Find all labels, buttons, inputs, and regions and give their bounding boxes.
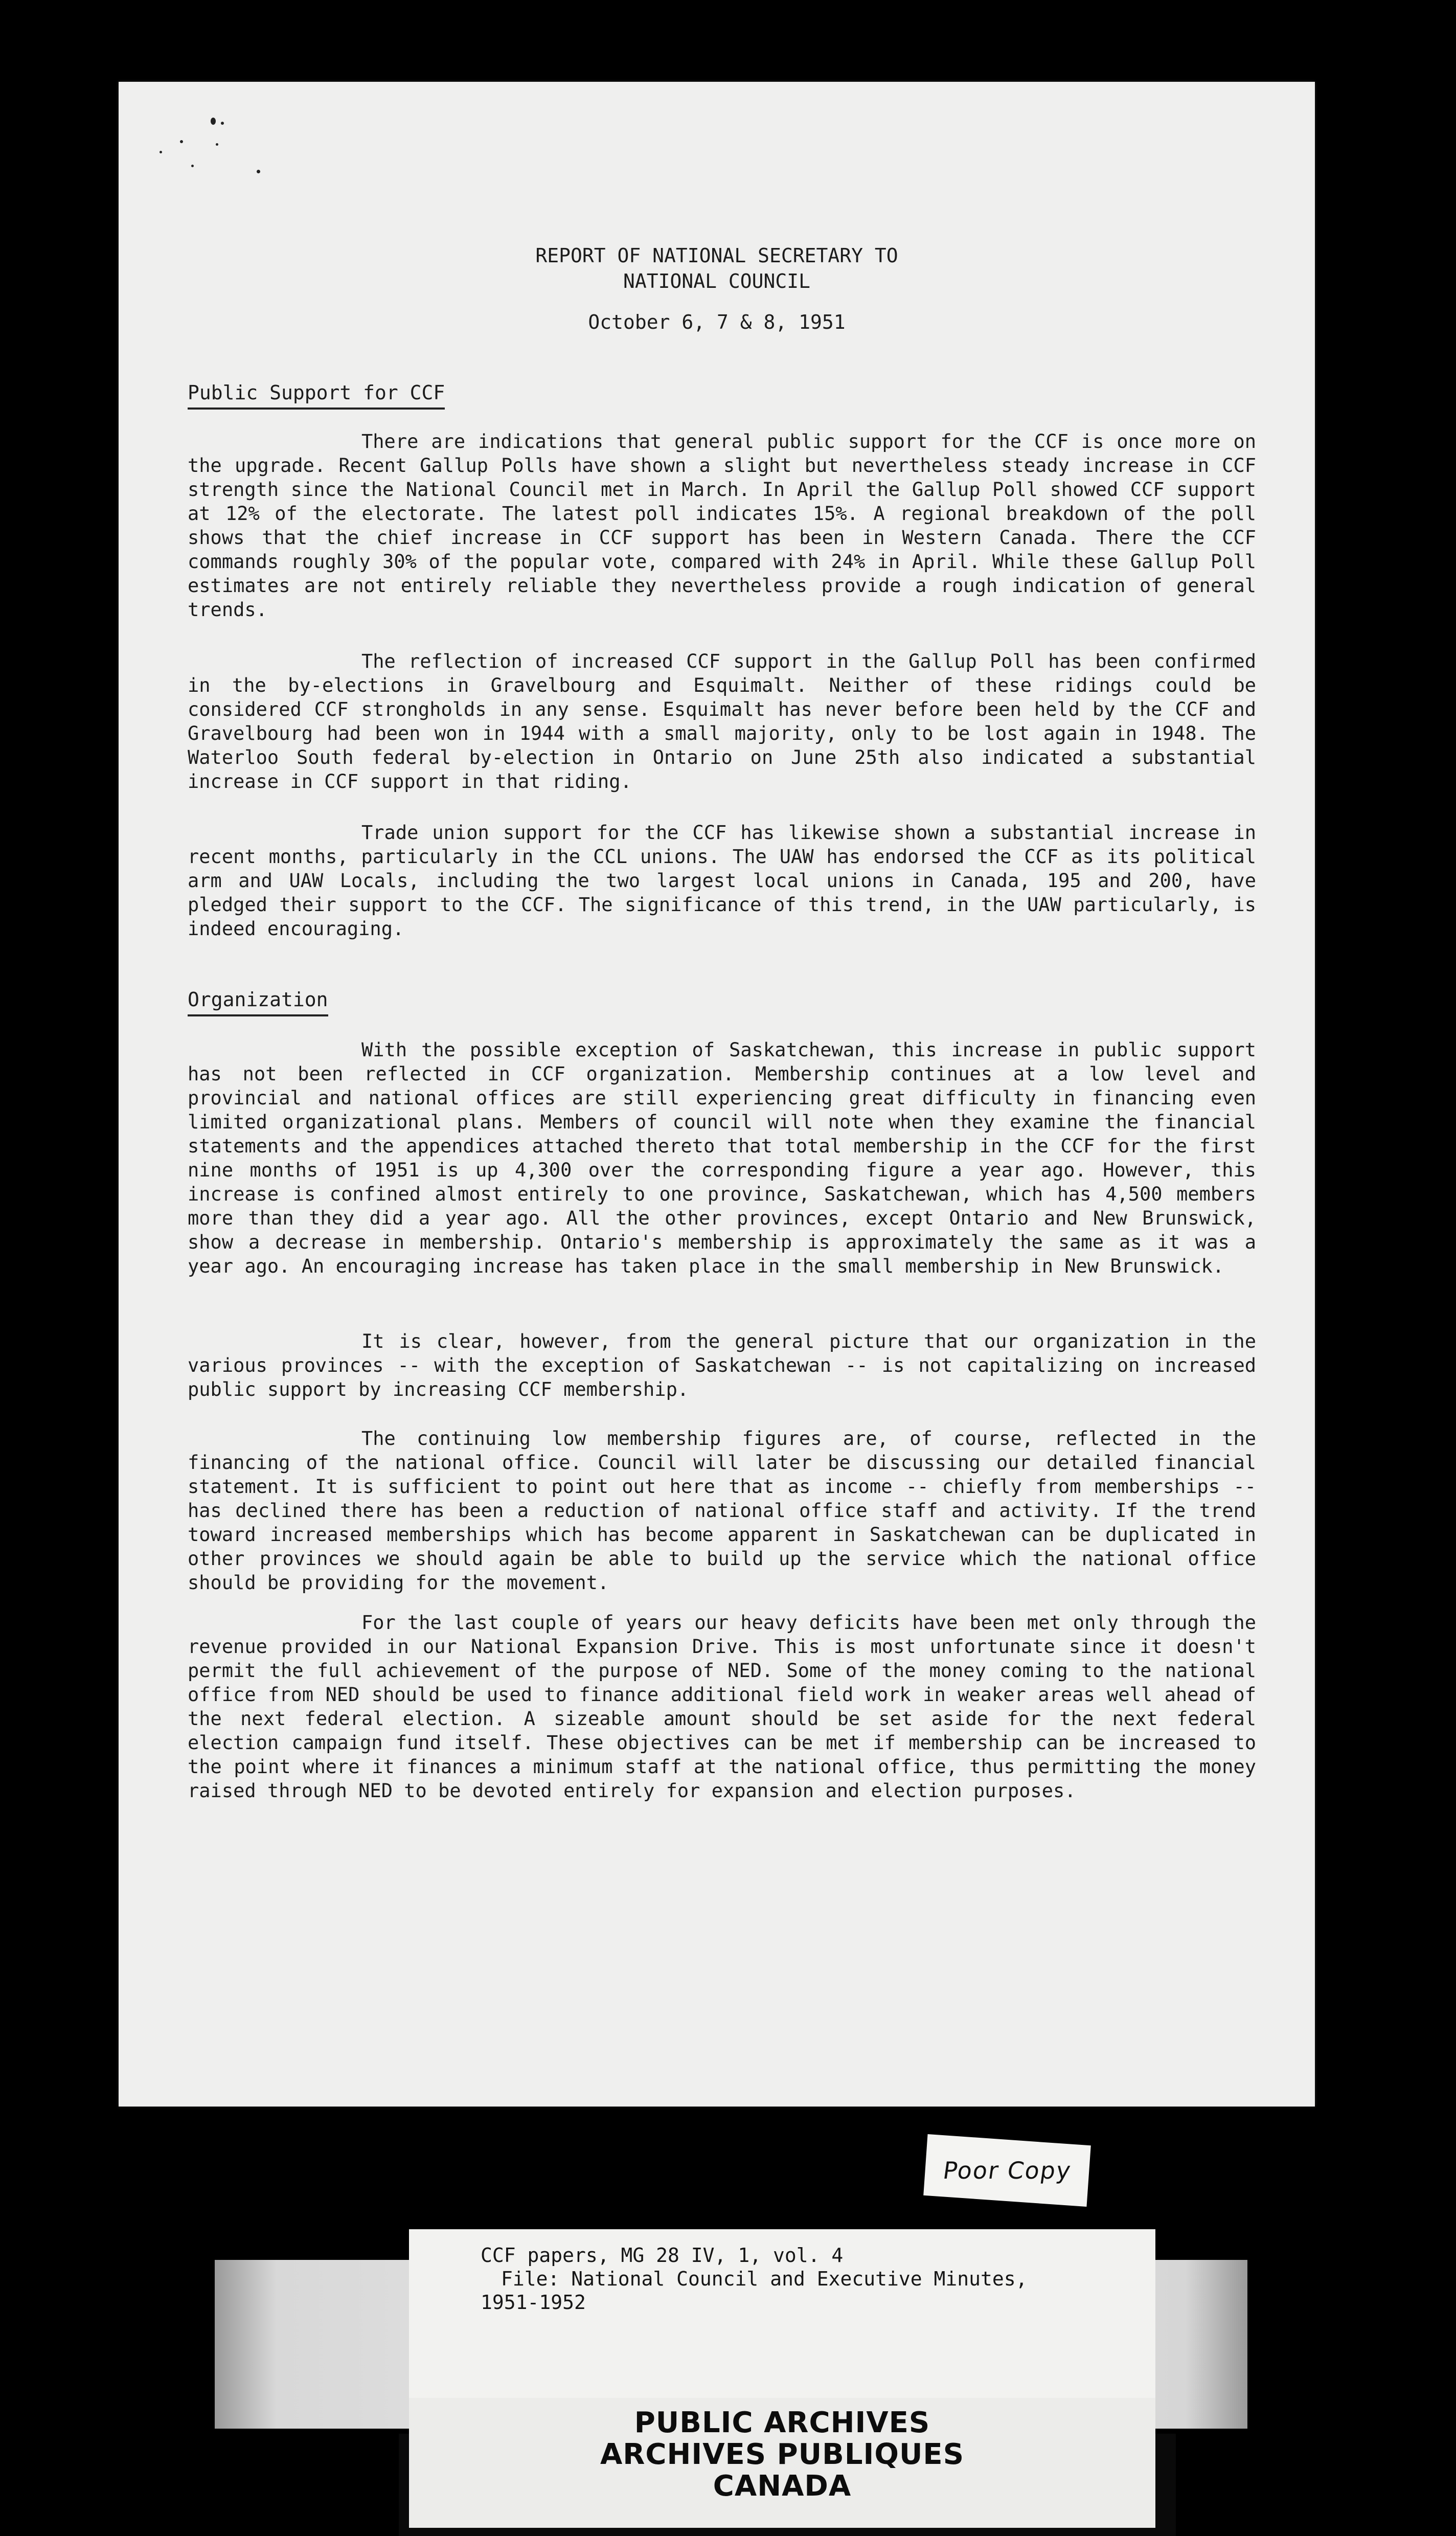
document-page xyxy=(119,82,1315,2107)
report-title-line2: NATIONAL COUNCIL xyxy=(623,270,811,292)
archive-file-label xyxy=(409,2229,1155,2398)
archives-name-fr: ARCHIVES PUBLIQUES xyxy=(600,2438,965,2471)
report-title-line1: REPORT OF NATIONAL SECRETARY TO xyxy=(535,244,898,267)
archives-country: CANADA xyxy=(713,2470,852,2503)
paragraph: With the possible exception of Saskatchewan, this increase in public support has not been reflected in CCF organization. Membership continues at a low level and provincial and national offices are still experiencing great difficulty in financing even limited organizational plans. Members of council will note when they examine the financial statements and the appendices attached thereto that total membership in the CCF for the first nine months of 1951 is up 4,300 over the corresponding figure a year ago. However, this increase is confined almost entirely to one province, Saskatchewan, which has 4,500 members more than they did a year ago. All the other provinces, except Ontario and New Brunswick, show a decrease in membership. Ontario's membership is approximately the same as it was a year ago. An encouraging increase has taken place in the small membership in New Brunswick. xyxy=(188,1039,1256,1277)
paragraph: It is clear, however, from the general picture that our organization in the various provinces -- with the exception of Saskatchewan -- is not capitalizing on increased public support by increasing CCF membership. xyxy=(188,1330,1256,1400)
archives-name-en: PUBLIC ARCHIVES xyxy=(634,2406,930,2439)
report-title xyxy=(119,243,1315,294)
page-specks xyxy=(149,102,282,205)
section-heading-organization: Organization xyxy=(188,987,328,1016)
file-label-line1: CCF papers, MG 28 IV, 1, vol. 4 xyxy=(481,2244,844,2267)
paragraph: There are indications that general public support for the CCF is once more on the upgrade. Recent Gallup Polls have shown a slight but nevertheless steady increase in CCF strength since the National Council met in March. In April the Gallup Poll showed CCF support at 12% of the electorate. The latest poll indicates 15%. A regional breakdown of the poll shows that the chief increase in CCF support has been in Western Canada. There the CCF commands roughly 30% of the popular vote, compared with 24% in April. While these Gallup Poll estimates are not entirely reliable they nevertheless provide a rough indication of general trends. xyxy=(188,431,1256,621)
archives-stamp xyxy=(409,2398,1155,2528)
report-date: October 6, 7 & 8, 1951 xyxy=(588,311,846,333)
paragraph: For the last couple of years our heavy deficits have been met only through the revenue provided in our National Expansion Drive. This is most unfortunate since it doesn't permit the full achievement of the purpose of NED. Some of the money coming to the national office from NED should be used to finance additional field work in weaker areas well ahead of the next federal election. A sizeable amount should be set aside for the next federal election campaign fund itself. These objectives can be met if membership can be increased to the point where it finances a minimum staff at the national office, thus permitting the money raised through NED to be devoted entirely for expansion and election purposes. xyxy=(188,1612,1256,1802)
file-label-line2: File: National Council and Executive Minutes, xyxy=(501,2268,1028,2290)
paragraph: The reflection of increased CCF support in the Gallup Poll has been confirmed in the by-elections in Gravelbourg and Esquimalt. Neither of these ridings could be considered CCF strongholds in any sense. Esquimalt has never before been held by the CCF and Gravelbourg had been won in 1944 with a small majority, only to be lost again in 1948. The Waterloo South federal by-election in Ontario on June 25th also indicated a substantial increase in CCF support in that riding. xyxy=(188,650,1256,792)
poor-copy-stamp xyxy=(923,2134,1091,2207)
paragraph: Trade union support for the CCF has likewise shown a substantial increase in recent months, particularly in the CCL unions. The UAW has endorsed the CCF as its political arm and UAW Locals, including the two largest local unions in Canada, 195 and 200, have pledged their support to the CCF. The significance of this trend, in the UAW particularly, is indeed encouraging. xyxy=(188,822,1256,940)
file-label-line3: 1951-1952 xyxy=(481,2291,586,2314)
paragraph: The continuing low membership figures are, of course, reflected in the financing of the national office. Council will later be discussing our detailed financial statement. It is sufficient to point out here that as income -- chiefly from memberships -- has declined there has been a reduction of national office staff and activity. If the trend toward increased memberships which has become apparent in Saskatchewan can be duplicated in other provinces we should again be able to build up the service which the national office should be providing for the movement. xyxy=(188,1428,1256,1594)
poor-copy-text: Poor Copy xyxy=(941,2156,1074,2184)
section-heading-public-support: Public Support for CCF xyxy=(188,380,445,410)
